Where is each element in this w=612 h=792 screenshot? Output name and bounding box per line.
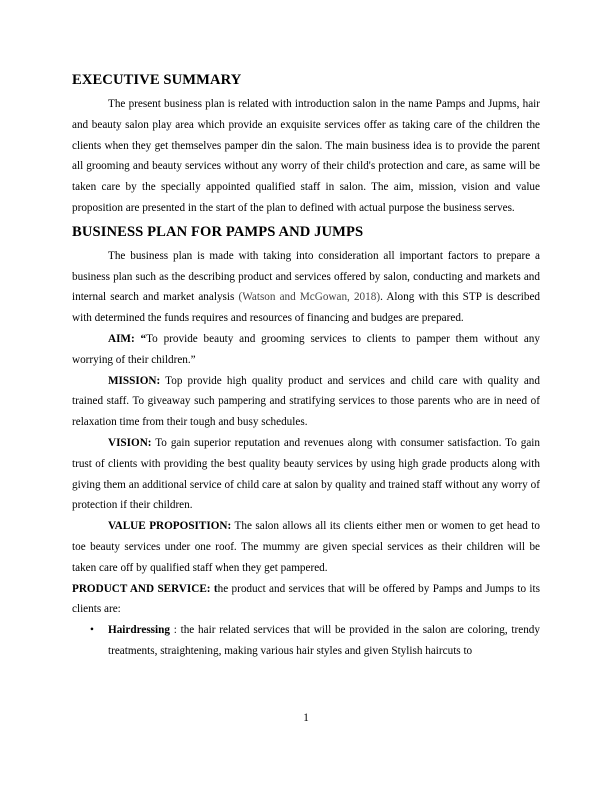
business-plan-intro [72, 246, 540, 329]
business-plan-heading: BUSINESS PLAN FOR PAMPS AND JUMPS [72, 223, 364, 240]
product-service-paragraph [72, 579, 540, 621]
product-service-text: he product and services that will be offered by Pamps and Jumps to its clients are: [72, 582, 540, 616]
vision-label: VISION: [108, 436, 152, 449]
mission-label: MISSION: [108, 374, 161, 387]
bullet-icon: • [90, 624, 94, 637]
product-service-label: PRODUCT AND SERVICE: t [72, 582, 218, 595]
vision-text: To gain superior reputation and revenues along with consumer satisfaction. To gain trust of clients with providing the best quality beauty services by using high grade products along with giving them an additional service of child care at salon by quality and trained staff without any worry of protection if their children. [72, 436, 540, 512]
services-list [72, 620, 540, 662]
service-description: : the hair related services that will be provided in the salon are coloring, trendy treatments, straightening, making various hair styles and given Stylish haircuts to [108, 624, 540, 657]
mission-paragraph [72, 371, 540, 433]
value-proposition-label: VALUE PROPOSITION: [108, 520, 232, 533]
aim-text: To provide beauty and grooming services to clients to pamper them without any worrying of their children.” [72, 332, 540, 366]
executive-summary-heading: EXECUTIVE SUMMARY [72, 72, 242, 88]
intro-text-before: The business plan is made with taking into consideration all important factors to prepare a business plan such as the describing product and services offered by salon, conducting and markets and internal search and market analysis [72, 249, 540, 304]
page-content [72, 70, 540, 662]
aim-paragraph [72, 329, 540, 371]
mission-text: Top provide high quality product and services and child care with quality and trained staff. To giveaway such pampering and stratifying services to those parents who are in need of relaxation time from their tough and busy schedules. [72, 374, 540, 429]
value-proposition-text: The salon allows all its clients either men or women to get head to toe beauty services under one roof. The mummy are given special services as their children will be taken care off by qualified staff when they get pampered. [72, 520, 540, 574]
executive-summary-paragraph: The present business plan is related with introduction salon in the name Pamps and Jupms, hair and beauty salon play area which provide an exquisite services offer as taking care of the children the clients when they get themselves pamper din the salon. The main business idea is to provide the parent all grooming and beauty services without any worry of their child's protection and care, as same will be taken care by the specially appointed qualified staff in salon. The aim, mission, vision and value proposition are presented in the start of the plan to defined with actual purpose the business serves. [72, 98, 540, 214]
service-title: Hairdressing [108, 624, 170, 637]
citation: (Watson and McGowan, 2018) [238, 291, 381, 304]
intro-text-after: . Along with this STP is described with determined the funds requires and resources of financing and budges are prepared. [72, 291, 541, 325]
vision-paragraph [72, 433, 540, 516]
value-proposition-paragraph [72, 516, 540, 578]
page-number: 1 [303, 712, 309, 724]
aim-label: AIM: “ [108, 332, 147, 345]
list-item [72, 620, 540, 662]
